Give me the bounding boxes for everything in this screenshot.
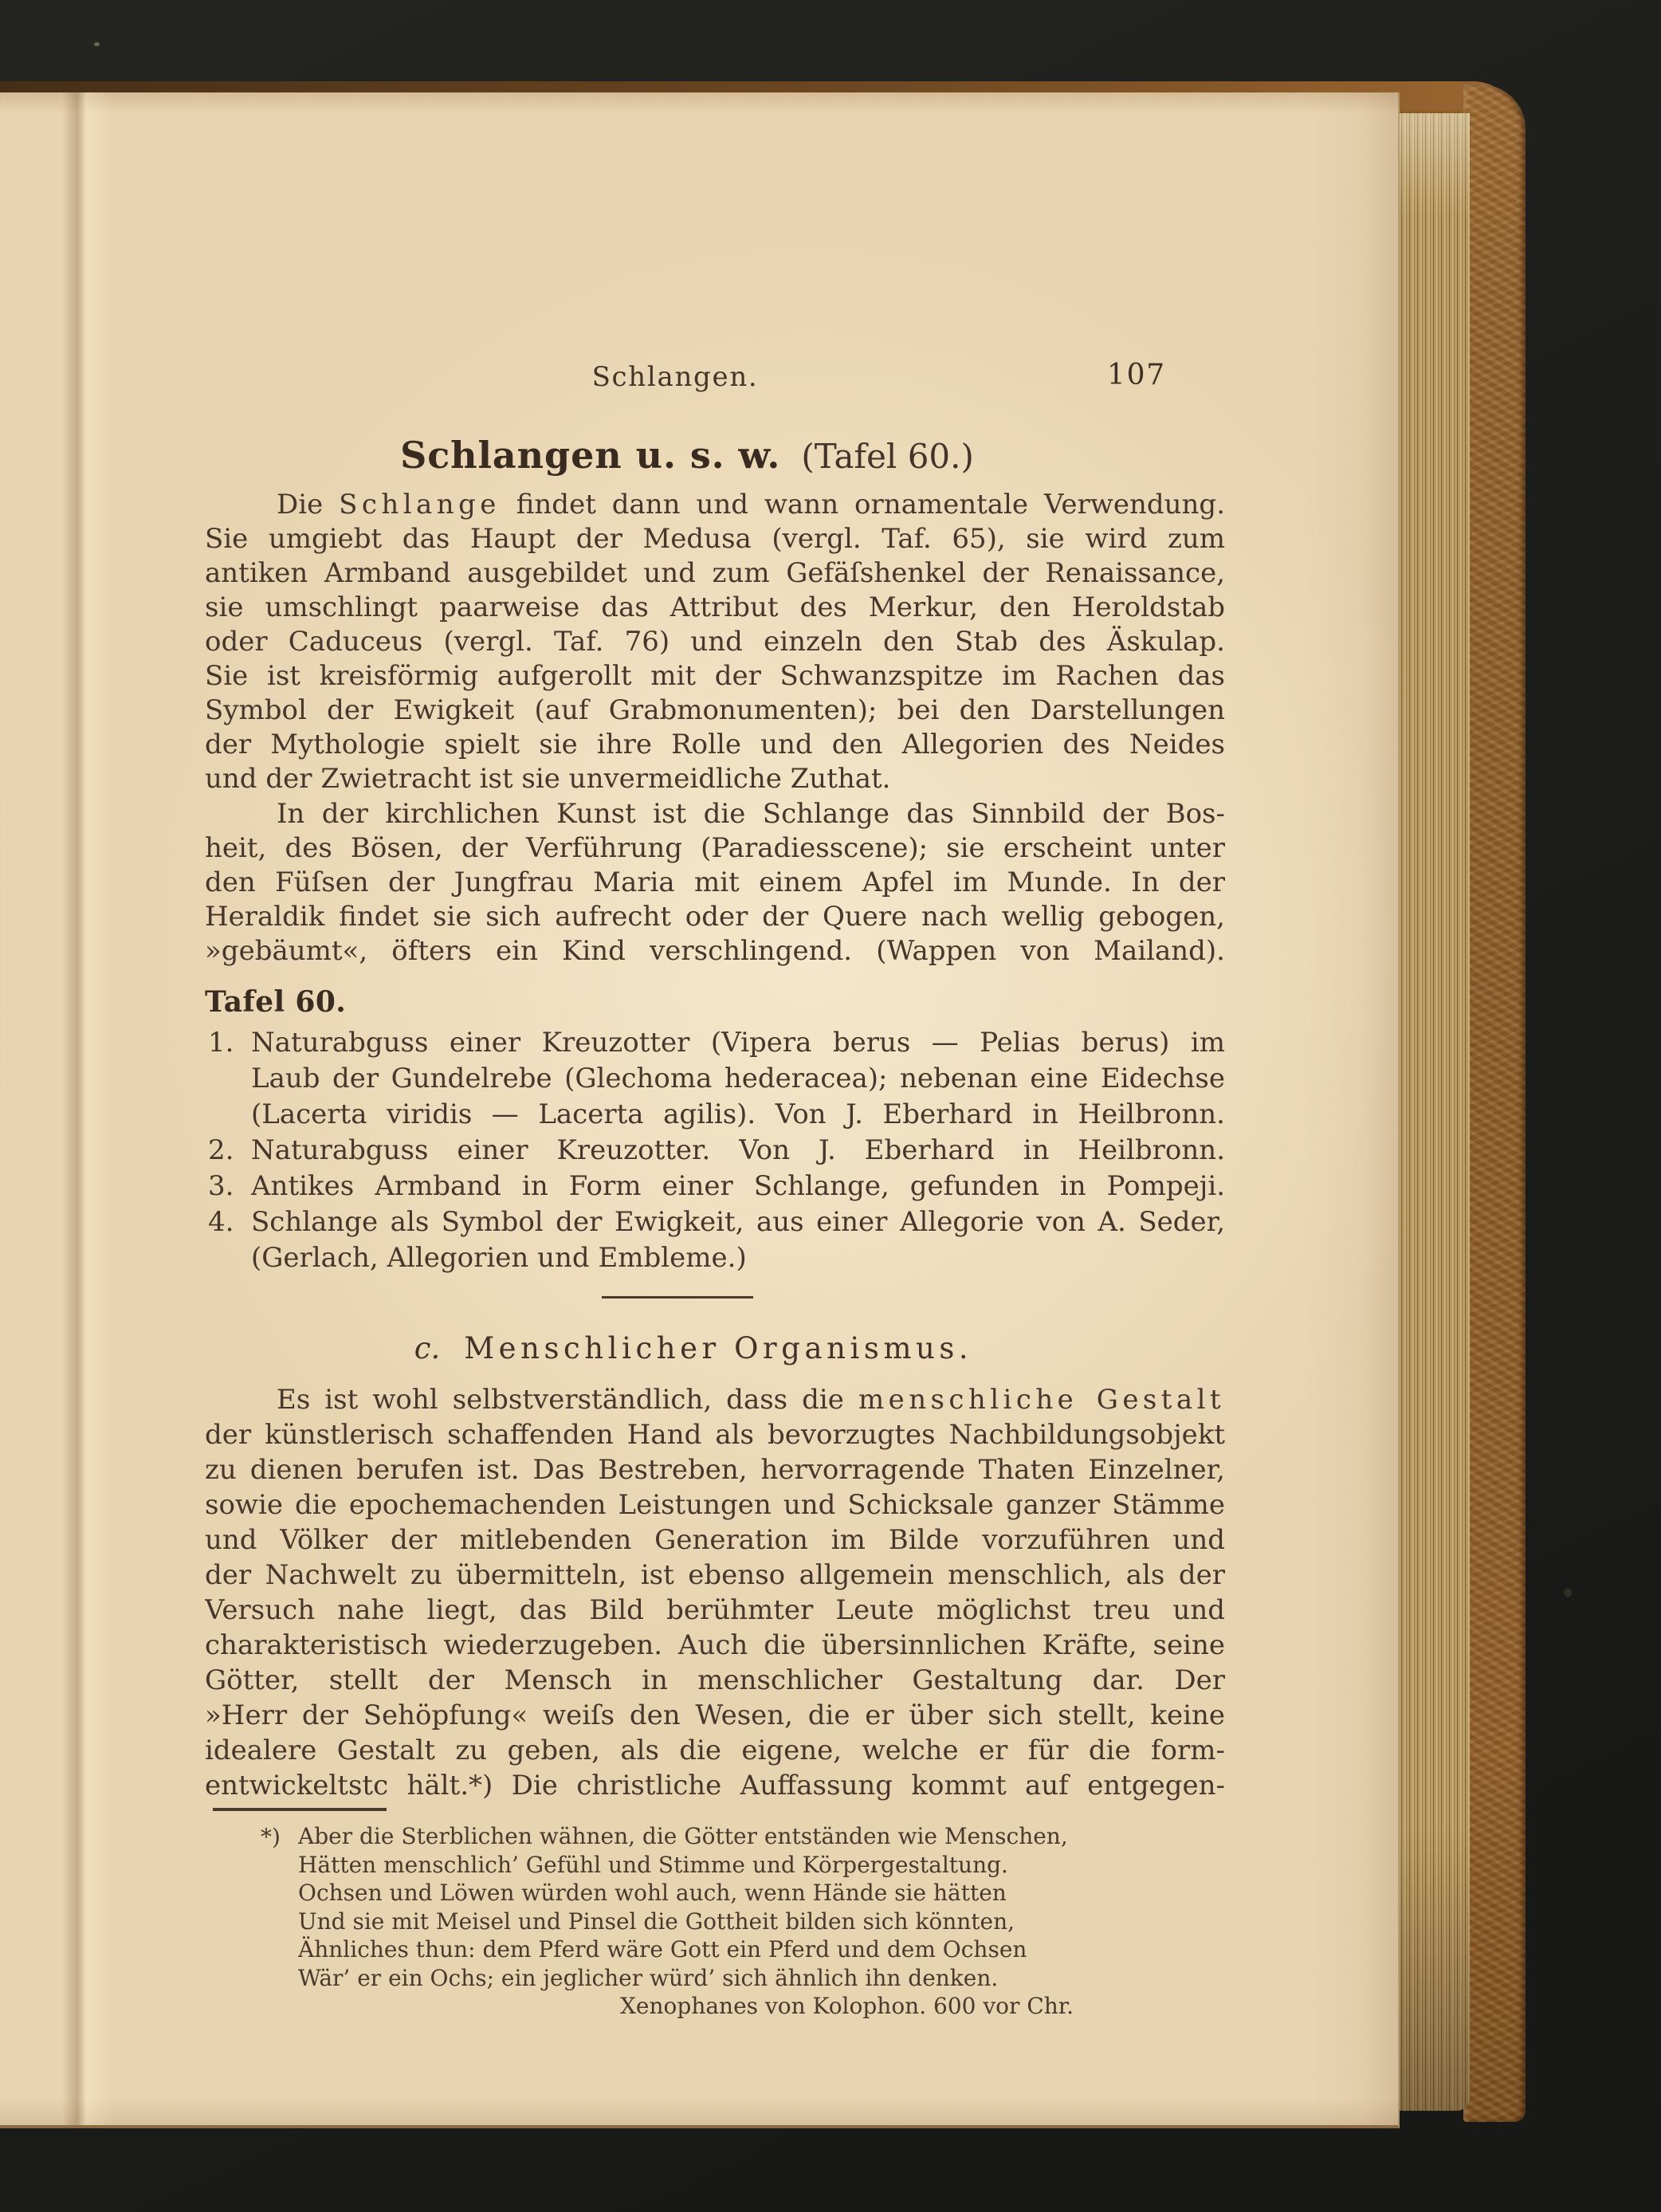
text-line: Ähnliches thun: dem Pferd wäre Gott ein Pferd und dem Ochsen [298, 1936, 1027, 1963]
footnote-divider [213, 1808, 387, 1811]
chapter-title-bold: Schlangen u. s. w. [400, 434, 781, 477]
text-line: Und sie mit Meisel und Pinsel die Gottheit bilden sich könnten, [298, 1908, 1015, 1935]
text-line: Xenophanes von Kolophon. 600 vor Chr. [620, 1993, 1074, 2019]
text-line: (Gerlach, Allegorien und Embleme.) [251, 1242, 747, 1274]
text-line: heit, des Bösen, der Verführung (Paradiesscene); sie erscheint unter [205, 832, 1225, 864]
paragraph-snakes-ornament [205, 488, 1225, 796]
text-line: oder Caduceus (vergl. Taf. 76) und einzeln den Stab des Äskulap. [205, 626, 1225, 658]
text-segment: Die [277, 489, 340, 521]
text-line: »Herr der Sehöpfung« weiſs den Wesen, die er über sich stellt, keine [205, 1699, 1225, 1731]
chapter-title [205, 434, 1225, 477]
plate-list [205, 1025, 1225, 1276]
text-line: antiken Armband ausgebildet und zum Gefäſshenkel der Renaissance, [205, 557, 1225, 589]
paragraph-church-heraldry [205, 797, 1225, 968]
text-line: charakteristisch wiederzugeben. Auch die übersinnlichen Kräfte, seine [205, 1629, 1225, 1661]
letterspaced-emphasis: menschliche Gestalt [858, 1384, 1225, 1416]
text-segment: findet dann und wann ornamentale Verwendung. [500, 489, 1225, 521]
text-line: Ochsen und Löwen würden wohl auch, wenn Hände sie hätten [298, 1880, 1007, 1906]
text-line: Sie ist kreisförmig aufgerollt mit der Schwanzspitze im Rachen das [205, 660, 1225, 692]
list-item-number: 3. [208, 1170, 234, 1202]
text-line: Naturabguss einer Kreuzotter. Von J. Eberhard in Heilbronn. [251, 1134, 1225, 1166]
section-heading [205, 1331, 1225, 1365]
text-line: Antikes Armband in Form einer Schlange, gefunden in Pompeji. [251, 1170, 1225, 1202]
page-edge-stack [1396, 113, 1470, 2111]
text-line: zu dienen berufen ist. Das Bestreben, hervorragende Thaten Einzelner, [205, 1454, 1225, 1486]
text-line: Symbol der Ewigkeit (auf Grabmonumenten); bei den Darstellungen [205, 694, 1225, 726]
text-line: Hätten menschlich’ Gefühl und Stimme und Körpergestaltung. [298, 1851, 1008, 1878]
text-line: den Füſsen der Jungfrau Maria mit einem Apfel im Munde. In der [205, 866, 1225, 898]
book-cover-right-board [1463, 84, 1526, 2122]
text-line: Aber die Sterblichen wähnen, die Götter entständen wie Menschen, [298, 1823, 1068, 1849]
page-gutter-crease [62, 92, 118, 2125]
text-line: Götter, stellt der Mensch in menschlicher Gestaltung dar. Der [205, 1664, 1225, 1696]
section-heading-text: Menschlicher Organismus. [464, 1331, 973, 1365]
letterspaced-emphasis: Schlange [339, 489, 501, 521]
running-head-label: Schlangen. [591, 361, 759, 393]
section-divider [602, 1296, 753, 1299]
text-line: In der kirchlichen Kunst ist die Schlange das Sinnbild der Bos- [277, 798, 1225, 830]
text-line: der künstlerisch schaffenden Hand als bevorzugtes Nachbildungsobjekt [205, 1419, 1225, 1451]
text-line: Sie umgiebt das Haupt der Medusa (vergl. Taf. 65), sie wird zum [205, 523, 1225, 555]
list-item-number: 4. [208, 1206, 234, 1238]
text-line [205, 1382, 1225, 1417]
text-line: idealere Gestalt zu geben, als die eigene, welche er für die form- [205, 1735, 1225, 1766]
text-line: der Mythologie spielt sie ihre Rolle und den Allegorien des Neides [205, 729, 1225, 760]
list-item-number: 2. [208, 1134, 234, 1166]
text-segment: Es ist wohl selbstverständlich, dass die [277, 1384, 858, 1416]
plate-list-item [205, 1133, 1225, 1169]
list-item-number: 1. [208, 1027, 234, 1059]
plate-list-item [205, 1204, 1225, 1276]
book-page [0, 92, 1400, 2128]
text-line: Versuch nahe liegt, das Bild berühmter Leute möglichst treu und [205, 1594, 1225, 1626]
plate-list-heading: Tafel 60. [205, 985, 347, 1019]
section-letter: c. [414, 1331, 441, 1365]
text-line: (Lacerta viridis — Lacerta agilis). Von J. Eberhard in Heilbronn. [251, 1098, 1225, 1130]
text-line: sowie die epochemachenden Leistungen und Schicksale ganzer Stämme [205, 1489, 1225, 1521]
paragraph-human-organism [205, 1382, 1225, 1803]
footnote-block [261, 1822, 1225, 2021]
footnote-marker: *) [261, 1824, 281, 1850]
text-line: der Nachwelt zu übermitteln, ist ebenso allgemein menschlich, als der [205, 1559, 1225, 1591]
text-line: und der Zwietracht ist sie unvermeidliche Zuthat. [205, 763, 891, 795]
page-number: 107 [1106, 359, 1166, 391]
plate-list-item [205, 1025, 1225, 1133]
text-line: Laub der Gundelrebe (Glechoma hederacea); nebenan eine Eidechse [251, 1063, 1225, 1094]
text-line: entwickeltstc hält.*) Die christliche Auffassung kommt auf entgegen- [205, 1770, 1225, 1801]
running-head [205, 360, 1225, 394]
text-line [205, 488, 1225, 522]
text-line: Heraldik findet sie sich aufrecht oder der Quere nach wellig gebogen, [205, 901, 1225, 933]
text-line: und Völker der mitlebenden Generation im Bilde vorzuführen und [205, 1524, 1225, 1556]
text-line: Wär’ er ein Ochs; ein jeglicher würd’ sich ähnlich ihn denken. [298, 1964, 999, 1991]
text-line: sie umschlingt paarweise das Attribut des Merkur, den Heroldstab [205, 591, 1225, 623]
dust-speck [1564, 1588, 1572, 1597]
text-line: Naturabguss einer Kreuzotter (Vipera berus — Pelias berus) im [251, 1027, 1225, 1059]
dust-speck [94, 42, 100, 46]
text-line: Schlange als Symbol der Ewigkeit, aus einer Allegorie von A. Seder, [251, 1206, 1225, 1238]
plate-list-item [205, 1169, 1225, 1204]
text-line: »gebäumt«, öfters ein Kind verschlingend. (Wappen von Mailand). [205, 935, 1225, 967]
chapter-title-plate-ref: (Tafel 60.) [801, 437, 974, 476]
